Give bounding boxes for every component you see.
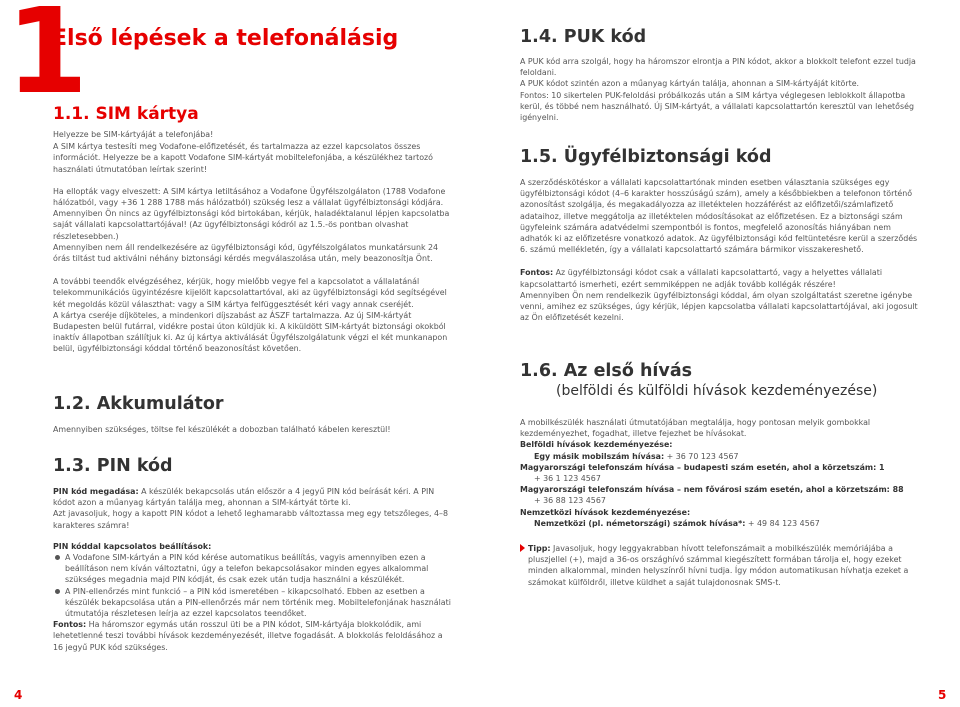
label: Fontos: <box>53 620 87 630</box>
list-item: A PIN-ellenőrzés mint funkció – a PIN kód ismeretében – kikapcsolható. Ebben az esetben a készülék bekapcsolása után a PIN-ellenőrzés már nem történik meg. Mobiltelefonjának használati útmutatója részletesen leírja az ezzel kapcsolatos teendőket. <box>53 586 451 620</box>
section-subheading-first-call: (belföldi és külföldi hívások kezdeményezése) <box>556 383 878 399</box>
paragraph: Amennyiben nem áll rendelkezésére az ügyfélbiztonsági kód, ügyfélszolgálatos munkatársunk 24 órás tiltást tud aktiválni néhány biztonsági kérdés megválaszolása után, mely beazonosítja Önt. <box>53 242 439 264</box>
label: PIN kód megadása: <box>53 487 139 496</box>
paragraph: A szerződéskötéskor a vállalati kapcsolattartónak minden esetben választania szükséges egy ügyfélbiztonsági kódot (4–6 karakter hosszúságú szám), amely a későbbiekben a telefonon történő azonosítást szolgálja, és megakadályozza az illetéktelen hozzáférést az előfizetői/számlafizető adataihoz, illetve meggátolja az illetéktelen módosításokat az előfizetésen. Ez a biztonsági szám ügyfeleink számára adatvédelmi szempontból is fontos, megfelelő azonosítás hiányában nem adhatók ki az előfizetésre vonatkozó adatok. Az ügyfélbiztonsági kód feltüntetésre kerül a szerződés 6. számú mellékletén, így a vállalati kapcsolattartó számára bármikor visszakereshető. <box>520 178 918 255</box>
paragraph: Fontos: 10 sikertelen PUK-feloldási próbálkozás után a SIM kártya véglegesen leblokkolt állapotba kerül, és többé nem használható. Új SIM-kártyát, a vállalati kapcsolattartón keresztül van lehetőség igényelni. <box>520 90 914 123</box>
section-heading-battery: 1.2. Akkumulátor <box>53 394 224 414</box>
page-number-right: 5 <box>938 688 947 702</box>
paragraph: A PUK kódot szintén azon a műanyag kártyán találja, ahonnan a SIM-kártyáját kitörte. <box>520 79 860 89</box>
chapter-number: 1 <box>6 0 85 120</box>
label: Magyarországi telefonszám hívása – nem fővárosi szám esetén, ahol a körzetszám: 88 <box>520 485 904 495</box>
paragraph: A kártya cseréje díjköteles, a mindenkori díjszabást az ÁSZF tartalmazza. Az új SIM-kártyát Budapesten belül futárral, vidékre postai úton küldjük ki. A kiküldött SIM-kártyát biztonsági okokból inaktív állapotban szállítjuk ki. Az új kártya aktiválását Ügyfélszolgálatunk végzi el két munkanapon belül, ügyfélbiztonsági kóddal történő beazonosítást követően. <box>53 310 448 354</box>
tip-box <box>520 543 920 588</box>
section-security-body <box>520 177 920 323</box>
section-heading-pin: 1.3. PIN kód <box>53 456 173 476</box>
label: Nemzetközi hívások kezdeményezése: <box>520 507 691 517</box>
paragraph: Helyezze be SIM-kártyáját a telefonjába! <box>53 130 214 139</box>
paragraph: Amennyiben Ön nem rendelkezik ügyfélbiztonsági kóddal, ám olyan szolgáltatást szeretne igénybe venni, amihez ez szükséges, úgy kérjük, lépjen kapcsolatba vállalati kapcsolattartójával, aki jogosult az Ön előfizetését kezelni. <box>520 290 918 323</box>
paragraph: A további teendők elvégzéséhez, kérjük, hogy mielőbb vegye fel a kapcsolatot a vállalatánál telekommunikációs ügyintézésre kijelölt kapcsolattartóval, aki az ügyfélbiztonsági kód segítségével két megoldás közül választhat: vagy a SIM kártya felfüggesztését kéri vagy annak cseréjét. <box>53 277 447 309</box>
chapter-title: Első lépések a telefonálásig <box>52 26 399 51</box>
label: Egy másik mobilszám hívása: <box>534 451 665 461</box>
paragraph: A készülék bekapcsolás után először a 4 jegyű PIN kód beírását kéri. A PIN kódot azon a műanyag kártyán találja meg, ahonnan a SIM-kártyát törte ki. <box>53 487 435 508</box>
phone-number: + 36 88 123 4567 <box>534 496 606 506</box>
phone-number: + 36 70 123 4567 <box>664 451 739 461</box>
paragraph: A PUK kód arra szolgál, hogy ha háromszor elrontja a PIN kódot, akkor a blokkolt telefont ezzel tudja feloldani. <box>520 57 916 78</box>
section-first-call-body <box>520 417 920 588</box>
section-heading-puk: 1.4. PUK kód <box>520 27 647 47</box>
paragraph: Javasoljuk, hogy leggyakrabban hívott telefonszámait a mobilkészülék memóriájába a pluszjellel (+), majd a 36-os országhívó számmal kiegészített formában tárolja el, hogy ezeket minden alkalommal, minden helyszínről hívni tudja. Így módon automatikusan hívhatja ezeket a számokat külföldről, illetve küldhet a saját tulajdonosnak SMS-t. <box>528 544 909 587</box>
paragraph: Ha ellopták vagy elveszett: A SIM kártya letiltásához a Vodafone Ügyfélszolgálaton (1788 Vodafone hálózatból, vagy +36 1 288 1788 más hálózatból) szükség lesz a vállalat ügyfélbiztonsági kódjára. <box>53 186 446 208</box>
label: Fontos: <box>520 268 554 278</box>
paragraph: Azt javasoljuk, hogy a kapott PIN kódot a lehető leghamarabb változtassa meg egy tetszőleges, 4–8 karakteres számra! <box>53 509 448 530</box>
page-number-left: 4 <box>14 688 23 702</box>
paragraph: Amennyiben Ön nincs az ügyfélbiztonsági kód birtokában, kérjük, haladéktalanul lépjen kapcsolatba saját vállalati kapcsolattartójával! (Az ügyfélbiztonsági kódról az 1.5.-ös pontban olvashat részletesebben.) <box>53 209 450 241</box>
label: Tipp: <box>528 544 551 554</box>
section-puk-body <box>520 56 920 123</box>
phone-number: + 36 1 123 4567 <box>534 474 601 484</box>
section-heading-first-call: 1.6. Az első hívás <box>520 361 693 381</box>
paragraph: A SIM kártya testesíti meg Vodafone-előfizetését, és tartalmazza az ezzel kapcsolatos összes információt. Helyezze be a kapott Vodafone SIM-kártyát mobiltelefonjába, a készülékhez tartozó használati útmutatóban leírtak szerint! <box>53 142 434 174</box>
paragraph: Az ügyfélbiztonsági kódot csak a vállalati kapcsolattartó, vagy a helyettes vállalati kapcsolattartó ismerheti, ezért semmiképpen ne adják tovább kollégák részére! <box>520 268 883 289</box>
list-item: A Vodafone SIM-kártyán a PIN kód kérése automatikus beállítás, vagyis amennyiben ezen a beállításon nem kíván változtatni, úgy a telefon bekapcsolásakor minden egyes alkalommal szükséges megadnia majd PIN kódját, és csak ezek után tudja használni a készülékét. <box>53 552 451 586</box>
paragraph: Ha háromszor egymás után rosszul üti be a PIN kódot, SIM-kártyája blokkolódik, ami lehetetlenné teszi további hívások kezdeményezését, illetve fogadását. A blokkolás feloldásához a 16 jegyű PUK kód szükséges. <box>53 620 443 652</box>
section-heading-sim: 1.1. SIM kártya <box>53 104 199 124</box>
arrow-right-icon <box>520 544 525 552</box>
phone-number: + 49 84 123 4567 <box>745 518 820 528</box>
label: Belföldi hívások kezdeményezése: <box>520 440 673 450</box>
section-pin-body <box>53 486 451 653</box>
label: Nemzetközi (pl. németországi) számok hívása*: <box>534 518 746 528</box>
section-sim-body <box>53 129 451 355</box>
paragraph: Amennyiben szükséges, töltse fel készülékét a dobozban található kábelen keresztül! <box>53 425 391 434</box>
paragraph: A mobilkészülék használati útmutatójában megtalálja, hogy pontosan melyik gombokkal kezdeményezhet, fogadhat, illetve fejezhet be hívásokat. <box>520 418 871 439</box>
label: Magyarországi telefonszám hívása – budapesti szám esetén, ahol a körzetszám: 1 <box>520 462 885 472</box>
settings-label: PIN kóddal kapcsolatos beállítások: <box>53 541 212 551</box>
section-heading-security-code: 1.5. Ügyfélbiztonsági kód <box>520 147 772 167</box>
